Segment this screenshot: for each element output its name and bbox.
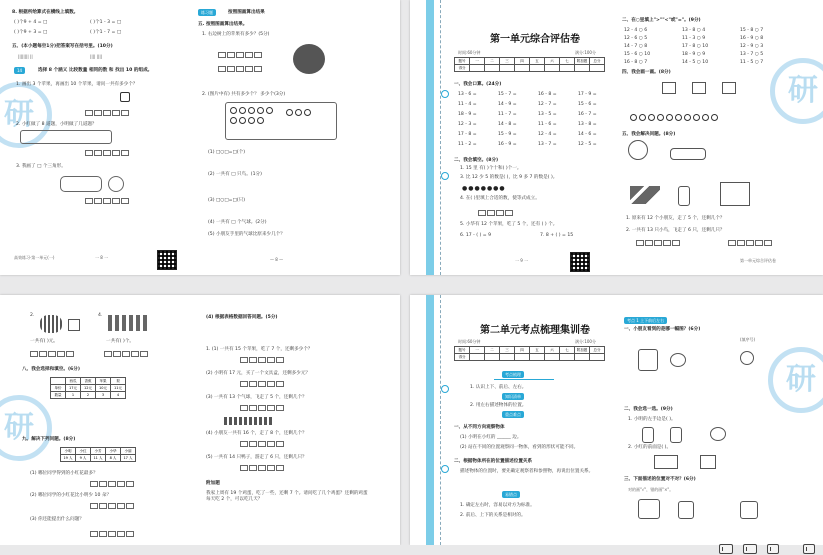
tag-label: 考点梳理 bbox=[502, 371, 524, 378]
bottom-bar bbox=[0, 545, 823, 555]
q8-row: ( )个1 - 7 = □ bbox=[90, 30, 122, 35]
oral-calc-item: 15 - 6 = bbox=[578, 102, 597, 107]
solve-section: 五、我会解决问题。(8分) bbox=[622, 132, 676, 137]
page-footer: 第一单元综合评估卷 bbox=[740, 258, 776, 263]
oral-calc-item: 11 - 2 = bbox=[458, 142, 477, 147]
oral-calc-item: 17 - 8 = bbox=[458, 132, 477, 137]
counting-rods: |||||||| || bbox=[18, 54, 33, 59]
answer-line: 一共有( )个。 bbox=[106, 339, 135, 344]
score-table-header: 总分 bbox=[590, 58, 605, 65]
flower-table-header: 小华 bbox=[106, 448, 121, 455]
exam-time: 时间:60分钟 bbox=[458, 50, 481, 55]
tag-label: 知识清单 bbox=[502, 393, 524, 400]
price-table-cell: 4 bbox=[111, 392, 126, 399]
section-item: (2) 站在不同的位置观察同一物体，看到的形状可能不同。 bbox=[460, 445, 579, 450]
child-icon bbox=[638, 349, 658, 371]
house-icon bbox=[662, 82, 676, 94]
oral-calc-item: 14 - 8 = bbox=[498, 122, 517, 127]
score-table-header: 总分 bbox=[590, 347, 605, 354]
compare-item: 12 - 4 ○ 6 bbox=[624, 28, 648, 33]
tag-label: 易错点 bbox=[502, 491, 520, 498]
watermark-logo: 研 bbox=[0, 82, 52, 148]
bike-icon bbox=[638, 499, 660, 519]
oral-calc-item: 16 - 7 = bbox=[578, 112, 597, 117]
word-problem: (2) 小明有 17 元，买了一个文具盒，还剩多少元？ bbox=[206, 371, 311, 376]
oral-calc-item: 11 - 4 = bbox=[458, 102, 477, 107]
fill-item: 1. 15 里 有( )个十和( )个一。 bbox=[460, 166, 522, 171]
section-8: 八、我会选择和填空。(6分) bbox=[22, 367, 80, 372]
oral-calc-item: 16 - 9 = bbox=[498, 142, 517, 147]
exam-time: 时间:60分钟 bbox=[458, 339, 481, 344]
score-table-cell bbox=[500, 354, 515, 361]
watermark-logo: 研 bbox=[768, 347, 823, 413]
score-table-cell: 得分 bbox=[455, 65, 470, 72]
score-table-header: 二 bbox=[485, 58, 500, 65]
binding-hole bbox=[441, 465, 449, 473]
flower-table-cell: 17 人 bbox=[121, 455, 136, 462]
answer-boxes bbox=[240, 465, 284, 471]
oral-calc-item: 14 - 9 = bbox=[498, 102, 517, 107]
question-2: 2. 小红做了 8 道题，小明做了几道题？ bbox=[16, 122, 97, 127]
crown-icon bbox=[68, 319, 80, 331]
right-question: 二、我会选一选。(9分) bbox=[624, 407, 673, 412]
answer-boxes bbox=[85, 150, 129, 156]
section-2: 二、根据物体所在的位置描述位置关系 bbox=[454, 459, 533, 464]
compare-section: 二、在○里填上">""<"或"="。(9分) bbox=[622, 18, 701, 23]
child-icon bbox=[678, 501, 694, 519]
compare-item: 14 - 5 ○ 10 bbox=[682, 60, 709, 65]
error-item: 2. 前后、上下的关系是相对的。 bbox=[460, 513, 526, 518]
point-item: 1. 认识上下、前后、左右。 bbox=[470, 385, 527, 390]
answer-boxes bbox=[85, 110, 129, 116]
answer-boxes bbox=[90, 481, 134, 487]
tree-icon bbox=[630, 186, 660, 204]
question-1: 1. 画出 3 个苹果，再画出 10 个苹果，请问一共有多少个？ bbox=[16, 82, 138, 87]
child-icon bbox=[642, 427, 654, 443]
score-table-header: 四 bbox=[515, 58, 530, 65]
house-icon bbox=[692, 82, 706, 94]
exam-score: 满分:100分 bbox=[575, 339, 596, 344]
price-table-cell: 3 bbox=[96, 392, 111, 399]
page-number: 一 8 一 bbox=[95, 255, 109, 260]
sub-question: (2) 哪位同学的小红花比小明少 10 朵？ bbox=[30, 493, 112, 498]
compare-item: 11 - 3 ○ 9 bbox=[682, 36, 706, 41]
price-table-cell: 单价 bbox=[51, 385, 66, 392]
question-line: (3) □○□=□(只) bbox=[208, 198, 246, 203]
compare-item: 18 - 9 ○ 9 bbox=[682, 52, 706, 57]
score-table-cell bbox=[545, 65, 560, 72]
single-page-view-button[interactable] bbox=[767, 544, 779, 554]
price-table-cell: 10元 bbox=[96, 385, 111, 392]
price-table-header: 香蕉 bbox=[81, 378, 96, 385]
answer-boxes bbox=[240, 381, 284, 387]
right-item: 2. 小红的前面是( )。 bbox=[628, 445, 672, 450]
compare-item: 13 - 8 ○ 4 bbox=[682, 28, 706, 33]
answer-boxes bbox=[90, 531, 134, 537]
oral-calc-item: 12 - 7 = bbox=[538, 102, 557, 107]
exam-title: 第二单元考点梳理集训卷 bbox=[480, 325, 590, 336]
answer-boxes bbox=[104, 351, 148, 357]
extra-title: 附加题 bbox=[206, 481, 220, 486]
binding-hole bbox=[441, 90, 449, 98]
score-table-cell bbox=[545, 354, 560, 361]
score-table-cell bbox=[590, 65, 605, 72]
right-note: 对的画"√"，错的画"×"。 bbox=[628, 487, 674, 492]
duck-row-icon bbox=[224, 417, 274, 425]
score-table-cell bbox=[560, 354, 575, 361]
score-table-cell bbox=[530, 354, 545, 361]
teapot-icon bbox=[740, 351, 754, 365]
sub-question: (1) 哪位同学得到的小红花最多？ bbox=[30, 471, 98, 476]
answer-boxes bbox=[478, 210, 513, 216]
solve-item: 1. 原来有 12 个小朋友，走了 5 个，还剩几个？ bbox=[626, 216, 725, 221]
page-4 bbox=[410, 295, 823, 545]
flower-table-cell: 9 人 bbox=[76, 455, 91, 462]
score-table-header: 五 bbox=[530, 58, 545, 65]
flower-table-cell: 11 人 bbox=[91, 455, 106, 462]
right-note: (填序号) bbox=[740, 337, 756, 342]
score-table-cell bbox=[500, 65, 515, 72]
binding-spine bbox=[426, 0, 434, 275]
question-8: 8. 根据所给算式在横线上填数。 bbox=[12, 10, 79, 15]
score-table-header: 题号 bbox=[455, 347, 470, 354]
question-line: (1) □○□=□(个) bbox=[208, 150, 246, 155]
answer-boxes bbox=[218, 66, 262, 72]
section-1: 一、我会口算。(24分) bbox=[454, 82, 502, 87]
q8-row: ( )个1 - 3 = □ bbox=[90, 20, 122, 25]
score-table-header: 三 bbox=[500, 58, 515, 65]
question-number: 2. bbox=[30, 313, 35, 318]
oral-calc-item: 11 - 6 = bbox=[538, 122, 557, 127]
answer-boxes bbox=[240, 357, 284, 363]
score-table-cell bbox=[515, 354, 530, 361]
watermark-logo: 研 bbox=[0, 395, 52, 461]
divider bbox=[494, 379, 554, 380]
score-table-cell bbox=[470, 354, 485, 361]
view-toolbar bbox=[719, 543, 815, 555]
score-table-header: 附加题 bbox=[575, 58, 590, 65]
price-table-cell: 11元 bbox=[111, 385, 126, 392]
extra-question: 我家上周有 19 个鸡蛋，吃了一些，还剩 7 个。请问吃了几个鸡蛋？还剩的鸡蛋每天吃 2 个，可以吃几天？ bbox=[206, 491, 368, 502]
right-heading: (4) 根据表格数据回答问题。(5分) bbox=[206, 315, 278, 320]
picture-frame bbox=[225, 102, 337, 140]
answer-boxes bbox=[240, 405, 284, 411]
word-problem: 1. (1) 一共有 15 个苹果，吃了 7 个，还剩多少个？ bbox=[206, 347, 313, 352]
compare-item: 13 - 7 ○ 5 bbox=[740, 52, 764, 57]
score-table-cell: 得分 bbox=[455, 354, 470, 361]
answer-boxes bbox=[85, 198, 129, 204]
score-table-cell bbox=[470, 65, 485, 72]
binding-hole bbox=[441, 385, 449, 393]
house-icon bbox=[722, 82, 736, 94]
compare-item: 16 - 9 ○ 8 bbox=[740, 36, 764, 41]
section-fill: 五、(本小题每空1分)把答案写在括号里。(10分) bbox=[12, 44, 113, 49]
q8-row: ( )个9 + 3 = □ bbox=[14, 30, 48, 35]
answer-boxes bbox=[240, 441, 284, 447]
score-table-header: 二 bbox=[485, 347, 500, 354]
error-item: 1. 确定左右时，容易以对方为标准。 bbox=[460, 503, 535, 508]
tag-label: 考点 1 上下前后左右 bbox=[624, 317, 667, 324]
score-table-header: 六 bbox=[545, 58, 560, 65]
score-table-cell bbox=[485, 354, 500, 361]
price-table-header bbox=[51, 378, 66, 385]
page-3 bbox=[0, 295, 400, 545]
score-table-cell bbox=[530, 65, 545, 72]
compare-item: 15 - 8 ○ 7 bbox=[740, 28, 764, 33]
score-table-header: 三 bbox=[500, 347, 515, 354]
right-question: 五. 按照图画算出结果。 bbox=[198, 22, 248, 27]
exam-score: 满分:100分 bbox=[575, 50, 596, 55]
flower-table-header: 小明 bbox=[61, 448, 76, 455]
oral-calc-item: 13 - 6 = bbox=[458, 92, 477, 97]
teapot-icon bbox=[670, 353, 686, 367]
child-icon bbox=[670, 427, 682, 443]
price-table-cell: 12元 bbox=[81, 385, 96, 392]
cut-line bbox=[440, 295, 442, 545]
fill-item: 6. 17 - ( ) = 9 bbox=[460, 233, 492, 238]
continuous-view-button[interactable] bbox=[743, 544, 757, 554]
sailboat-icon bbox=[108, 315, 148, 331]
oral-calc-item: 18 - 9 = bbox=[458, 112, 477, 117]
counting-rods: |||| |||| bbox=[90, 54, 103, 59]
compare-item: 12 - 9 ○ 3 bbox=[740, 44, 764, 49]
flower-table-cell: 8 人 bbox=[106, 455, 121, 462]
watermark-logo: 研 bbox=[770, 58, 823, 124]
binding-spine bbox=[426, 295, 434, 545]
compare-item: 12 - 6 ○ 5 bbox=[624, 36, 648, 41]
question-line: 1. 右边树上的苹果有多少？(5分) bbox=[202, 32, 270, 37]
compare-item: 15 - 6 ○ 10 bbox=[624, 52, 651, 57]
child-icon bbox=[678, 186, 690, 206]
sub-question: (3) 你还能提出什么问题？ bbox=[30, 517, 84, 522]
question-line: (4) 一共有 □ 个气球。(2分) bbox=[208, 220, 267, 225]
answer-boxes bbox=[728, 240, 772, 246]
child-icon bbox=[108, 176, 124, 192]
oral-calc-item: 12 - 4 = bbox=[538, 132, 557, 137]
section-2: 二、我会填空。(8分) bbox=[454, 158, 499, 163]
fill-item: 7. 8 + ( ) = 15 bbox=[540, 233, 574, 238]
section-heading: 选择 8 个涵义 比较数量 相同的数 和 找出 10 的组成。 bbox=[38, 68, 153, 73]
flower-table-header: 小丽 bbox=[121, 448, 136, 455]
box-icon bbox=[700, 455, 716, 469]
score-table bbox=[454, 57, 605, 72]
word-problem: (4) 小朋友一共有 16 个，走了 8 个，还剩几个？ bbox=[206, 431, 307, 436]
oral-calc-item: 11 - 7 = bbox=[498, 112, 517, 117]
speech-bubble bbox=[20, 130, 112, 144]
speech-bubble bbox=[670, 148, 706, 160]
price-table-header: 西瓜 bbox=[66, 378, 81, 385]
price-table-header: 苹果 bbox=[96, 378, 111, 385]
score-table-header: 五 bbox=[530, 347, 545, 354]
tag-number: 14 bbox=[14, 67, 25, 74]
section-9: 九、解决下列问题。(8分) bbox=[22, 437, 76, 442]
tag-label: 重点难点 bbox=[502, 411, 524, 418]
page-button[interactable] bbox=[803, 544, 815, 554]
right-item: 1. 小明的左手边是( )。 bbox=[628, 417, 676, 422]
section-1: 一、从不同方向观察物体 bbox=[454, 425, 505, 430]
fill-item: 3. 比 12 少 5 的数是( )，比 9 多 7 的数是( )。 bbox=[460, 175, 558, 180]
tag-label: 练习题 bbox=[198, 9, 216, 16]
right-question: 三、下面描述的位置对不对？(6分) bbox=[624, 477, 696, 482]
apple-icon bbox=[120, 92, 130, 102]
oral-calc-item: 15 - 9 = bbox=[498, 132, 517, 137]
score-table-header: 四 bbox=[515, 347, 530, 354]
qr-code bbox=[157, 250, 177, 270]
score-table bbox=[454, 346, 605, 361]
bird-nest-icon bbox=[628, 140, 648, 160]
question-line: (5) 小朋友手里的气球比原来少几个？ bbox=[208, 232, 285, 237]
two-page-view-button[interactable] bbox=[719, 544, 733, 554]
compare-item: 16 - 8 ○ 7 bbox=[624, 60, 648, 65]
flower-table bbox=[60, 447, 136, 462]
price-table-cell: 2 bbox=[81, 392, 96, 399]
fill-item: 5. 小华有 12 个苹果，吃了 5 个，还有 ( ) 个。 bbox=[460, 222, 558, 227]
page-1 bbox=[0, 0, 400, 275]
family-icon bbox=[720, 182, 750, 206]
ball-icon bbox=[710, 427, 726, 441]
exam-title: 第一单元综合评估卷 bbox=[490, 34, 580, 45]
score-table-header: 一 bbox=[470, 347, 485, 354]
oral-calc-item: 16 - 8 = bbox=[538, 92, 557, 97]
point-item: 2. 用左右描述物体的位置。 bbox=[470, 403, 527, 408]
child-icon bbox=[740, 501, 758, 519]
question-line: 2. (图片中有) 共有多少个？ 多少个(3分) bbox=[202, 92, 286, 97]
car-icon bbox=[654, 455, 678, 469]
right-heading: 按照图画算出结果 bbox=[228, 10, 265, 15]
dot-row: ●●●●●●● bbox=[462, 185, 506, 192]
oral-calc-item: 14 - 6 = bbox=[578, 132, 597, 137]
compare-item: 17 - 8 ○ 10 bbox=[682, 44, 709, 49]
answer-boxes bbox=[218, 52, 262, 58]
flower-table-cell: 19 人 bbox=[61, 455, 76, 462]
score-table-cell bbox=[575, 65, 590, 72]
answer-boxes bbox=[636, 240, 680, 246]
price-table bbox=[50, 377, 126, 399]
page-number: 一 9 一 bbox=[515, 258, 529, 263]
word-problem: (3) 一共有 13 个气球，飞走了 5 个，还剩几个？ bbox=[206, 395, 307, 400]
score-table-cell bbox=[590, 354, 605, 361]
page-2 bbox=[410, 0, 823, 275]
compare-item: 14 - 7 ○ 8 bbox=[624, 44, 648, 49]
section-item: (1) 小明在小红的 ______ 边。 bbox=[460, 435, 522, 440]
oral-calc-item: 13 - 7 = bbox=[538, 142, 557, 147]
oral-calc-item: 15 - 7 = bbox=[498, 92, 517, 97]
score-table-cell bbox=[485, 65, 500, 72]
right-question: 一、小朋友看到的是哪一幅图？(6分) bbox=[624, 327, 701, 332]
price-table-cell: 1 bbox=[66, 392, 81, 399]
fruit-basket-icon bbox=[40, 315, 62, 333]
oral-calc-item: 13 - 8 = bbox=[578, 122, 597, 127]
cut-line bbox=[440, 0, 442, 275]
binding-hole bbox=[441, 172, 449, 180]
question-number: 4. bbox=[98, 313, 103, 318]
speech-bubble bbox=[60, 176, 102, 192]
score-table-cell bbox=[560, 65, 575, 72]
q8-row: ( )个9 + 4 = □ bbox=[14, 20, 48, 25]
score-table-header: 题号 bbox=[455, 58, 470, 65]
shape-row bbox=[630, 114, 718, 121]
answer-line: 一共有( )元。 bbox=[30, 339, 59, 344]
solve-item: 2. 一共有 13 只小鸟，飞走了 6 只，还剩几只？ bbox=[626, 228, 725, 233]
score-table-header: 六 bbox=[545, 347, 560, 354]
answer-boxes bbox=[30, 351, 74, 357]
answer-boxes bbox=[90, 503, 134, 509]
price-table-cell: 17元 bbox=[66, 385, 81, 392]
score-table-cell bbox=[575, 354, 590, 361]
draw-section: 四、我会画一画。(8分) bbox=[622, 70, 671, 75]
oral-calc-item: 13 - 5 = bbox=[538, 112, 557, 117]
question-line: (2) 一共有 □ 只鸟。(1分) bbox=[208, 172, 262, 177]
compare-item: 11 - 5 ○ 7 bbox=[740, 60, 764, 65]
score-table-cell bbox=[515, 65, 530, 72]
oral-calc-item: 17 - 9 = bbox=[578, 92, 597, 97]
fill-item: 4. 在( )里填上合适的数，使等式成立。 bbox=[460, 196, 540, 201]
qr-code bbox=[570, 252, 590, 272]
oral-calc-item: 12 - 3 = bbox=[458, 122, 477, 127]
score-table-header: 七 bbox=[560, 347, 575, 354]
score-table-header: 七 bbox=[560, 58, 575, 65]
price-table-cell: 数量 bbox=[51, 392, 66, 399]
score-table-header: 一 bbox=[470, 58, 485, 65]
flower-table-header: 小芳 bbox=[91, 448, 106, 455]
oral-calc-item: 12 - 5 = bbox=[578, 142, 597, 147]
price-table-header: 梨 bbox=[111, 378, 126, 385]
score-table-header: 附加题 bbox=[575, 347, 590, 354]
section-item: 描述物体的位置时，要先确定观察者和参照物，再说出位置关系。 bbox=[460, 469, 594, 474]
apple-tree-icon bbox=[293, 44, 325, 74]
word-problem: (5) 一共有 14 只鸭子，游走了 6 只，还剩几只？ bbox=[206, 455, 307, 460]
page-footer: 高效练习·第一单元(一) bbox=[14, 255, 55, 260]
question-3: 3. 我画了 □ 个三角形。 bbox=[16, 164, 66, 169]
flower-table-header: 小红 bbox=[76, 448, 91, 455]
page-number: — 8 — bbox=[270, 257, 284, 262]
